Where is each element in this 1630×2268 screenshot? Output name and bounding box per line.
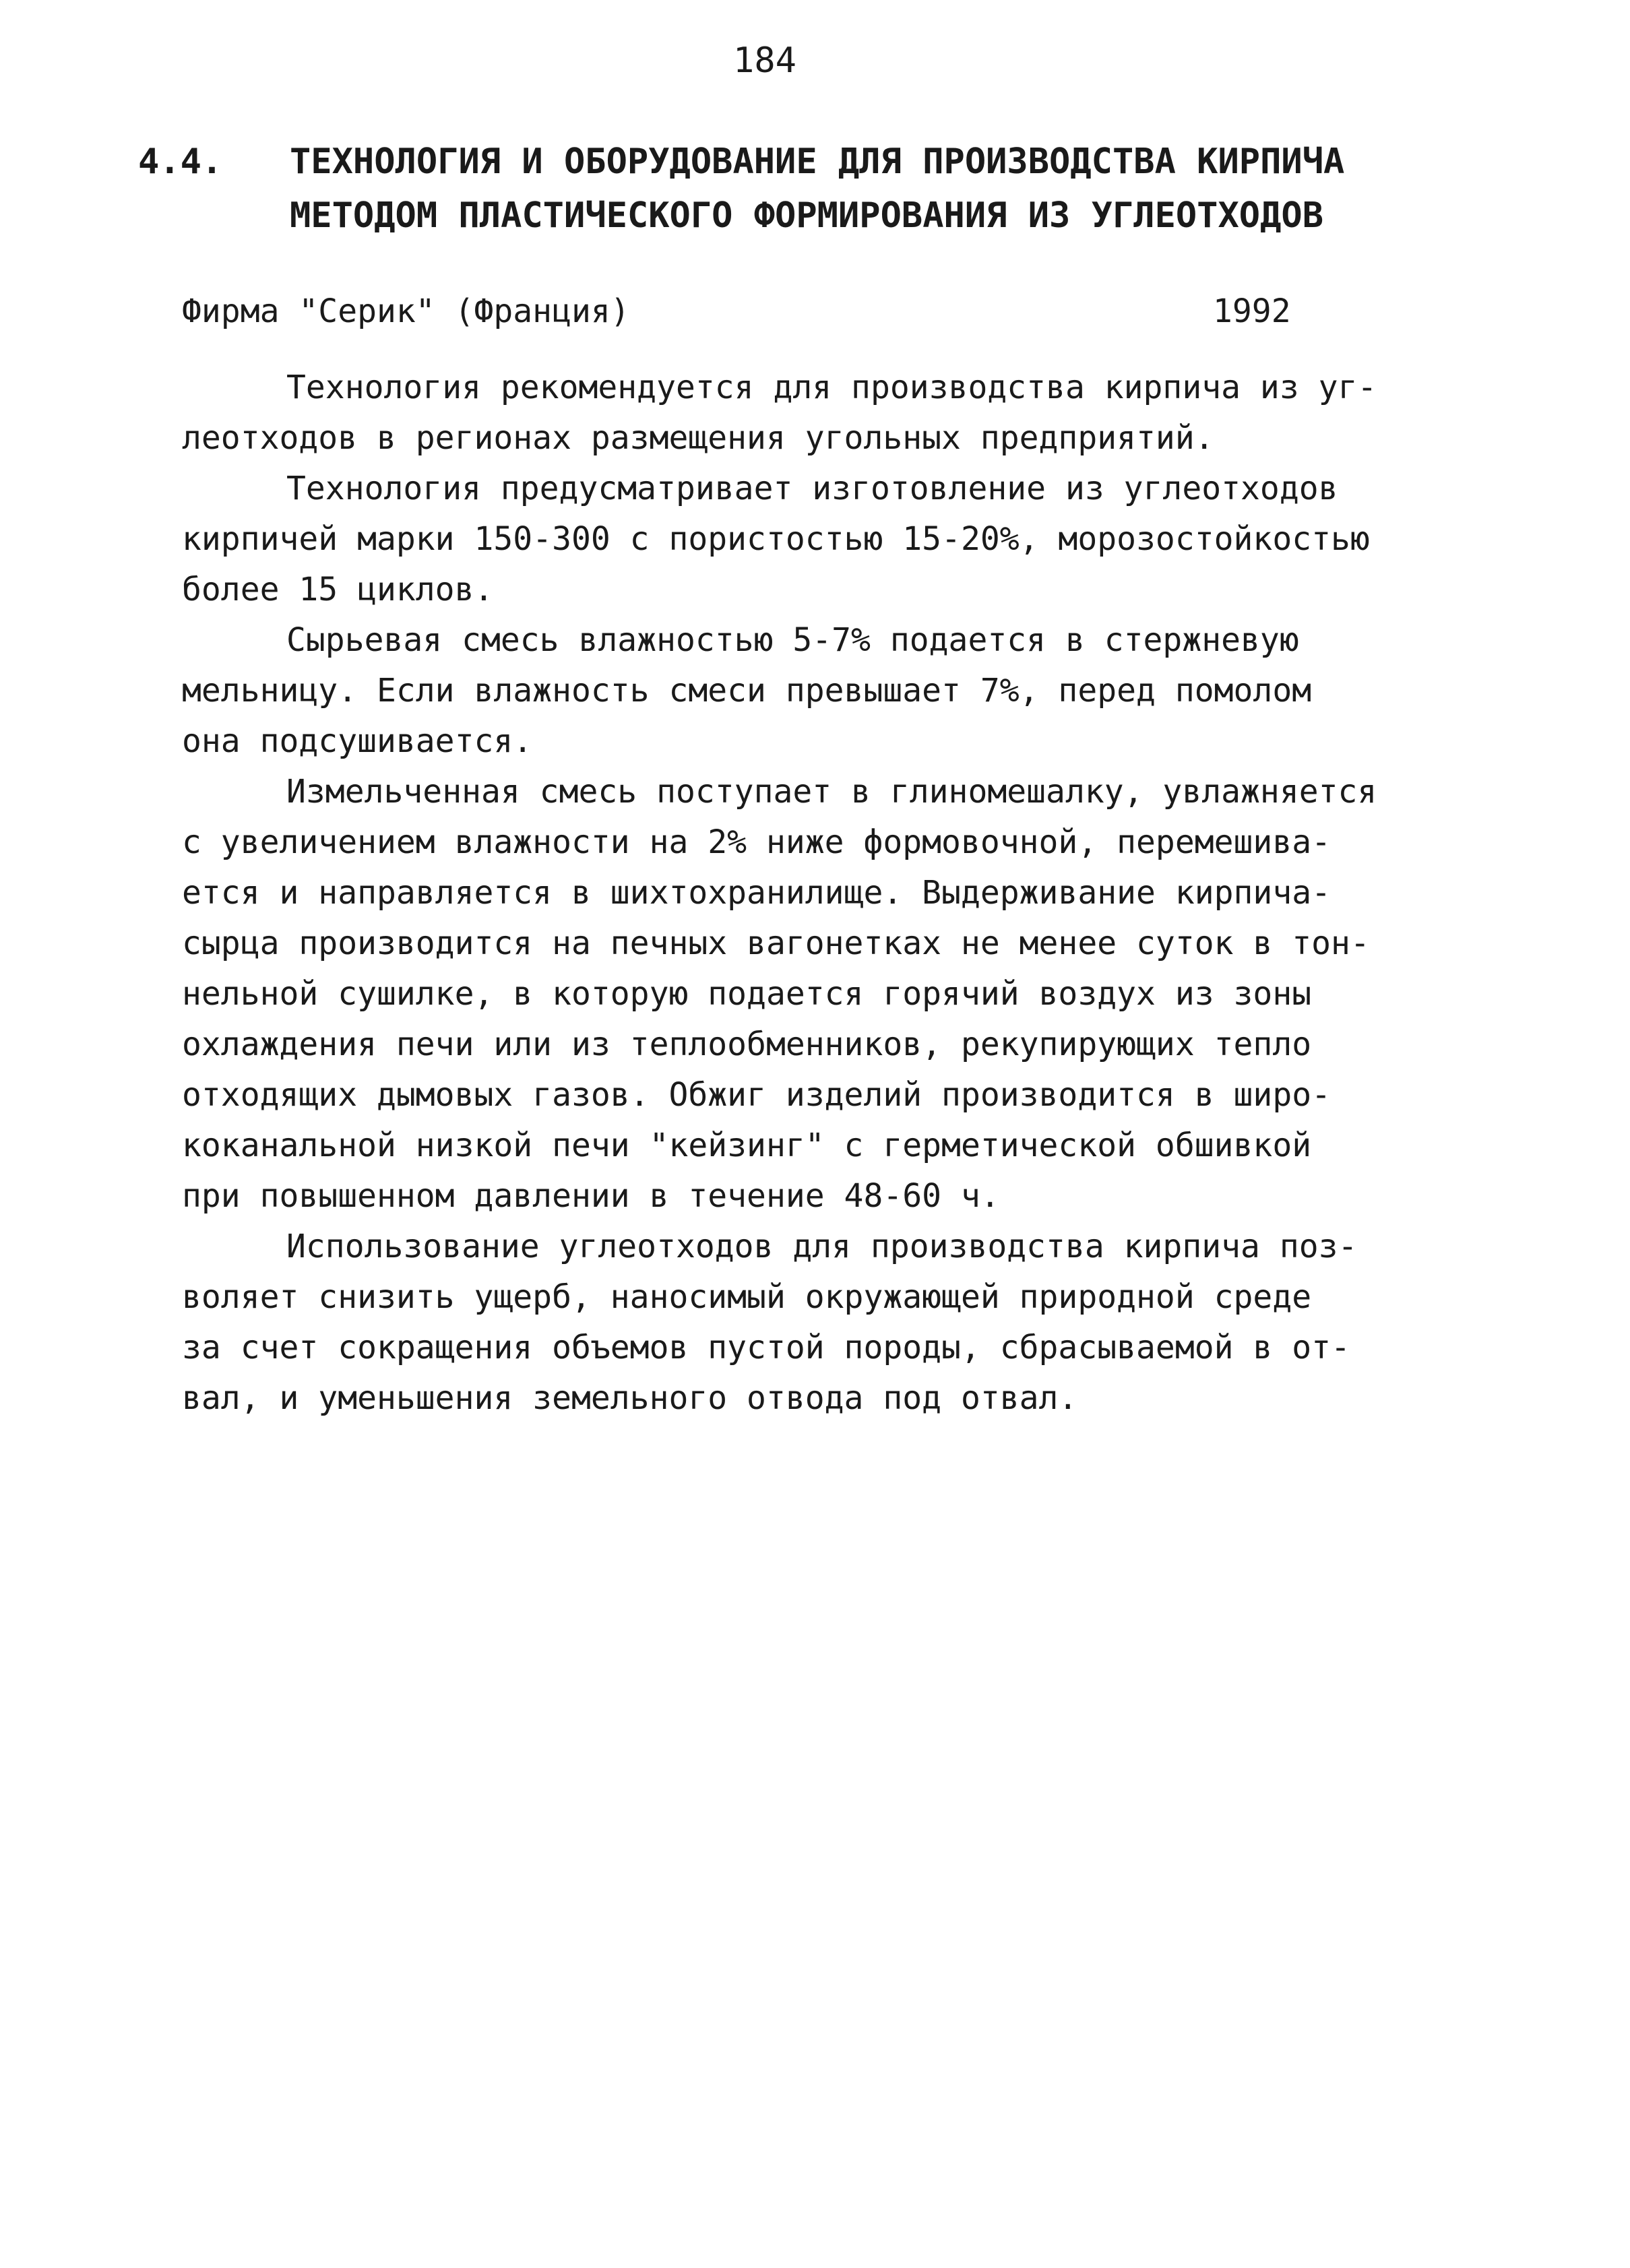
paragraph: Сырьевая смесь влажностью 5-7% подается в стержневую мельницу. Если влажность смеси превышает 7%, перед помолом она подсушивается. (182, 621, 1312, 760)
paragraph: Технология предусматривает изготовление из углеотходов кирпичей марки 150-300 с пористостью 15-20%, морозостойкостью более 15 циклов. (182, 470, 1370, 608)
section-number: 4.4. (138, 141, 223, 182)
paragraph: Измельченная смесь поступает в глиномешалку, увлажняется с увеличением влажности на 2% ниже формовочной, перемешива- ется и направляется в шихтохранилище. Выдерживание кирпича- сырца производится на печных вагонетках не менее суток в тон- нельной сушилке, в которую подается горячий воздух из зоны охлаждения печи или из теплообменников, рекупирующих тепло отходящих дымовых газов. Обжиг изделий производится в широ- коканальной низкой печи "кейзинг" с герметической обшивкой при повышенном давлении в течение 48-60 ч. (182, 773, 1377, 1215)
page-number: 184 (733, 40, 796, 81)
firm-name: Фирма "Серик" (Франция) (182, 292, 630, 330)
firm-line (182, 290, 1327, 333)
body-text (182, 363, 1482, 1424)
section-title: ТЕХНОЛОГИЯ И ОБОРУДОВАНИЕ ДЛЯ ПРОИЗВОДСТВА КИРПИЧА МЕТОДОМ ПЛАСТИЧЕСКОГО ФОРМИРОВАНИЯ ИЗ УГЛЕОТХОДОВ (290, 141, 1345, 236)
paragraph: Технология рекомендуется для производства кирпича из уг- леотходов в регионах размещения угольных предприятий. (182, 369, 1377, 457)
firm-year: 1992 (1213, 292, 1291, 330)
paragraph: Использование углеотходов для производства кирпича поз- воляет снизить ущерб, наносимый окружающей природной среде за счет сокращения объемов пустой породы, сбрасываемой в от- вал, и уменьшения земельного отвода под отвал. (182, 1228, 1358, 1417)
